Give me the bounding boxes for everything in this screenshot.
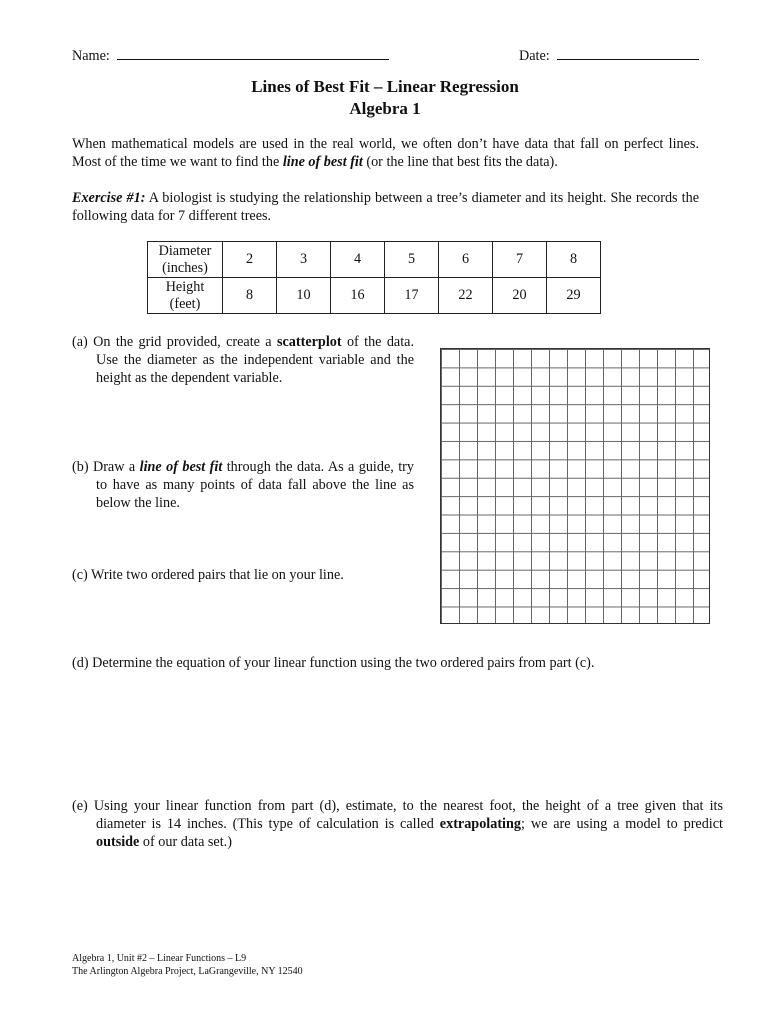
table-cell: 17: [385, 278, 439, 314]
question-c: (c) Write two ordered pairs that lie on your line.: [72, 567, 344, 583]
table-cell: 10: [277, 278, 331, 314]
date-label: Date:: [519, 48, 550, 64]
exercise-text: A biologist is studying the relationship between a tree’s diameter and its height. She records the following data for 7 different trees.: [72, 190, 699, 224]
table-cell: 20: [493, 278, 547, 314]
table-cell: 5: [385, 242, 439, 278]
question-b-emphasis: line of best fit: [139, 459, 223, 475]
question-b-text-end: through the data. As a guide, try to have as many points of data fall above the line as below the line.: [96, 459, 414, 511]
name-label: Name:: [72, 48, 110, 64]
table-cell: 7: [493, 242, 547, 278]
question-b: [72, 458, 414, 512]
footer-line-1: Algebra 1, Unit #2 – Linear Functions – L9: [72, 953, 247, 964]
table-cell: 22: [439, 278, 493, 314]
intro-text-end: (or the line that best fits the data).: [362, 154, 558, 170]
date-field[interactable]: [519, 47, 699, 65]
question-e-bold-2: outside: [96, 834, 140, 850]
question-a: [72, 333, 414, 387]
question-e-text-start: (e) Using your linear function from part (d), estimate, to the nearest foot, the height of a tree given that its diameter is 14 inches. (This type of calculation is called: [72, 798, 723, 832]
question-a-text-start: (a) On the grid provided, create a: [72, 334, 277, 350]
table-cell: 4: [331, 242, 385, 278]
table-cell: 2: [223, 242, 277, 278]
table-cell: 29: [547, 278, 601, 314]
table-row-height: [148, 278, 601, 314]
graph-grid[interactable]: [440, 348, 710, 624]
diameter-header-line1: Diameter: [158, 242, 212, 259]
data-table: [147, 241, 601, 314]
question-e-bold-1: extrapolating: [439, 816, 521, 832]
page-title: Lines of Best Fit – Linear Regression: [251, 77, 519, 96]
question-b-text-start: (b) Draw a: [72, 459, 140, 475]
table-cell: 16: [331, 278, 385, 314]
height-header-line1: Height: [165, 278, 205, 295]
height-header: [148, 278, 223, 314]
exercise-label: Exercise #1:: [72, 190, 146, 206]
question-a-bold: scatterplot: [276, 334, 342, 350]
table-cell: 8: [223, 278, 277, 314]
question-e-text-end: of our data set.): [139, 834, 232, 850]
diameter-header: [148, 242, 223, 278]
question-e-text-mid: ; we are using a model to predict: [520, 816, 723, 832]
table-cell: 8: [547, 242, 601, 278]
footer: [72, 952, 303, 978]
intro-text-start: When mathematical models are used in the real world, we often don’t have data that fall on perfect lines. Most of the time we want to find the: [72, 136, 699, 170]
table-row-diameter: [148, 242, 601, 278]
date-blank-line[interactable]: [557, 47, 699, 60]
exercise-paragraph: [72, 189, 699, 225]
name-blank-line[interactable]: [117, 47, 389, 60]
page-subtitle: Algebra 1: [349, 99, 421, 118]
height-header-line2: (feet): [169, 295, 201, 312]
intro-paragraph: [72, 135, 699, 171]
intro-emphasis: line of best fit: [282, 154, 363, 170]
name-field[interactable]: [72, 47, 389, 65]
question-e: [72, 797, 723, 851]
question-d: (d) Determine the equation of your linear function using the two ordered pairs from part (c).: [72, 655, 595, 671]
diameter-header-line2: (inches): [162, 259, 208, 276]
question-a-text-end: of the data. Use the diameter as the independent variable and the height as the dependent variable.: [96, 334, 415, 386]
table-cell: 3: [277, 242, 331, 278]
footer-line-2: The Arlington Algebra Project, LaGrangeville, NY 12540: [72, 966, 303, 977]
table-cell: 6: [439, 242, 493, 278]
